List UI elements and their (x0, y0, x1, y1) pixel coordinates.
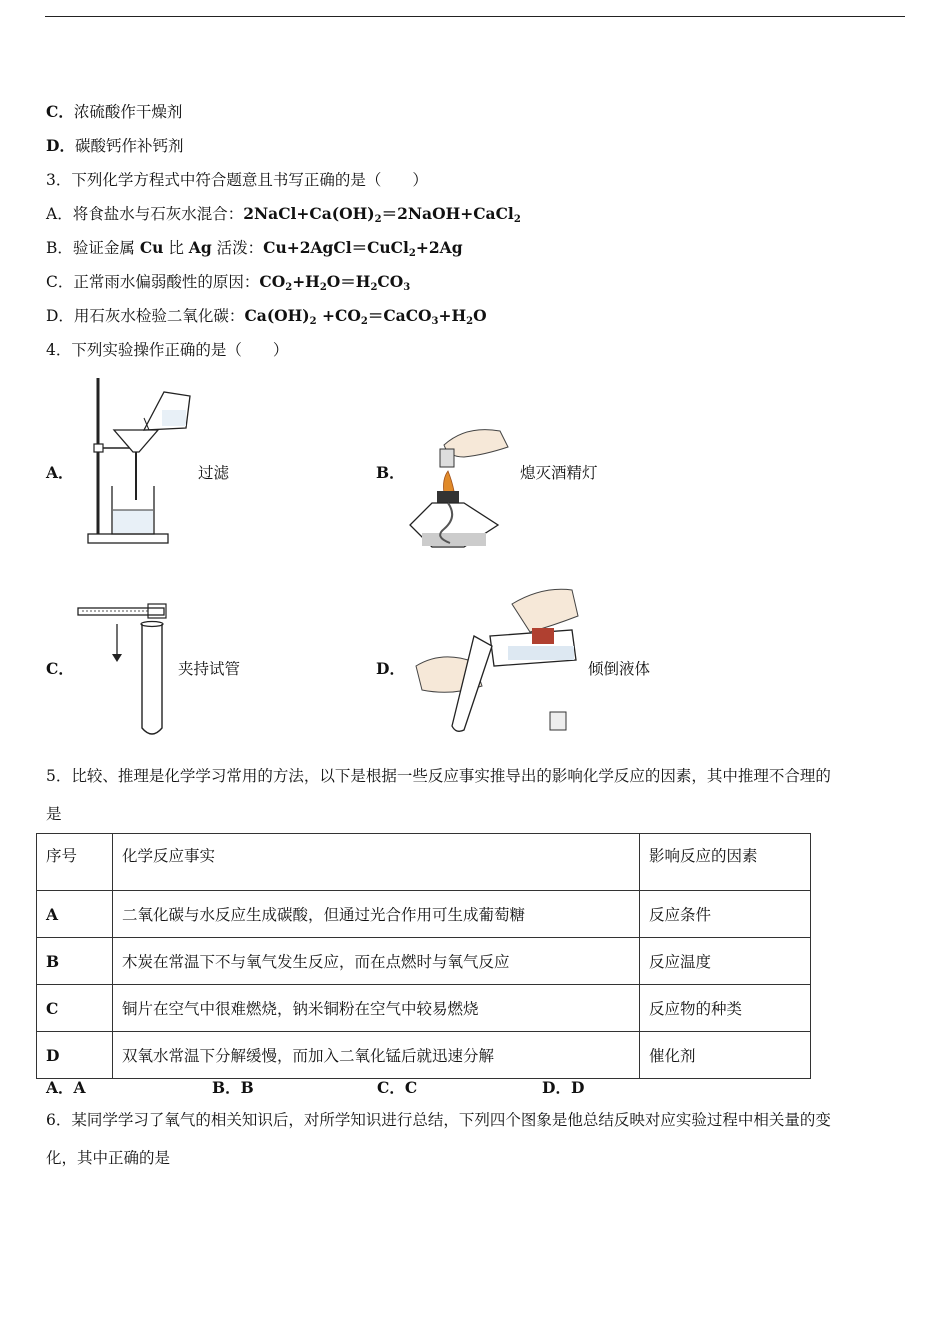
table-cell: 木炭在常温下不与氧气发生反应，而在点燃时与氧气反应 (113, 938, 640, 985)
q2-option-c: C．浓硫酸作干燥剂 (46, 102, 183, 121)
q5-stem-line-1: 5．比较、推理是化学学习常用的方法，以下是根据一些反应事实推导出的影响化学反应的因素，其中推理不合理的 (46, 767, 831, 785)
q5-answer-b: B．B (212, 1078, 254, 1097)
table-cell: 二氧化碳与水反应生成碳酸，但通过光合作用可生成葡萄糖 (113, 891, 640, 938)
q4-option-d-letter: D． (376, 659, 405, 678)
table-header: 序号 (37, 834, 113, 891)
table-cell: D (37, 1032, 113, 1079)
q2-option-d: D．碳酸钙作补钙剂 (46, 136, 184, 155)
q5-answer-a: A．A (46, 1078, 86, 1097)
q4-option-a-caption: 过滤 (198, 464, 230, 482)
q4-option-a-letter: A． (46, 463, 74, 482)
table-cell: 催化剂 (640, 1032, 811, 1079)
table-row (37, 985, 811, 1032)
q3-option-c: C．正常雨水偏弱酸性的原因：$CO_2+H_2O=H_2CO_3$ (46, 272, 411, 293)
q5-answer-c: C．C (377, 1078, 418, 1097)
alcohol-lamp-figure (404, 425, 512, 549)
table-cell: B (37, 938, 113, 985)
table-cell: 双氧水常温下分解缓慢，而加入二氧化锰后就迅速分解 (113, 1032, 640, 1079)
table-cell: 铜片在空气中很难燃烧，钠米铜粉在空气中较易燃烧 (113, 985, 640, 1032)
q3-option-a: A．将食盐水与石灰水混合：$2NaCl+Ca(OH)_2=2NaOH+CaCl_2$ (46, 204, 521, 225)
header-rule (45, 16, 905, 17)
table-header: 影响反应的因素 (640, 834, 811, 891)
q4-option-c-letter: C． (46, 659, 74, 678)
table-cell: 反应物的种类 (640, 985, 811, 1032)
table-row (37, 1032, 811, 1079)
test-tube-holder-figure (74, 598, 174, 740)
q5-answer-d: D．D (542, 1078, 585, 1097)
q6-stem-line-2: 化，其中正确的是 (46, 1149, 171, 1167)
q4-option-b-letter: B． (376, 463, 405, 482)
q4-option-b-caption: 熄灭酒精灯 (520, 464, 598, 482)
table-header: 化学反应事实 (113, 834, 640, 891)
pouring-liquid-figure (412, 586, 584, 738)
filtration-figure (82, 374, 200, 548)
table-row (37, 891, 811, 938)
q3-stem: 3．下列化学方程式中符合题意且书写正确的是（ ） (46, 171, 428, 189)
table-header-row (37, 834, 811, 891)
q4-option-c-caption: 夹持试管 (178, 660, 241, 678)
q4-stem: 4．下列实验操作正确的是（ ） (46, 341, 289, 359)
q5-table (36, 833, 811, 1079)
table-cell: C (37, 985, 113, 1032)
table-row (37, 938, 811, 985)
table-cell: A (37, 891, 113, 938)
q3-option-d: D．用石灰水检验二氧化碳：$Ca(OH)_2$ $+CO_2=CaCO_3+H_2O$ (46, 306, 487, 327)
q3-option-b: B．验证金属 Cu 比 Ag 活泼：Cu+2AgCl＝CuCl$_2$+2Ag (46, 238, 463, 259)
table-cell: 反应温度 (640, 938, 811, 985)
q4-option-d-caption: 倾倒液体 (588, 660, 651, 678)
q5-stem-line-2: 是 (46, 805, 62, 823)
table-cell: 反应条件 (640, 891, 811, 938)
q6-stem-line-1: 6．某同学学习了氧气的相关知识后，对所学知识进行总结，下列四个图象是他总结反映对应实验过程中相关量的变 (46, 1111, 831, 1129)
